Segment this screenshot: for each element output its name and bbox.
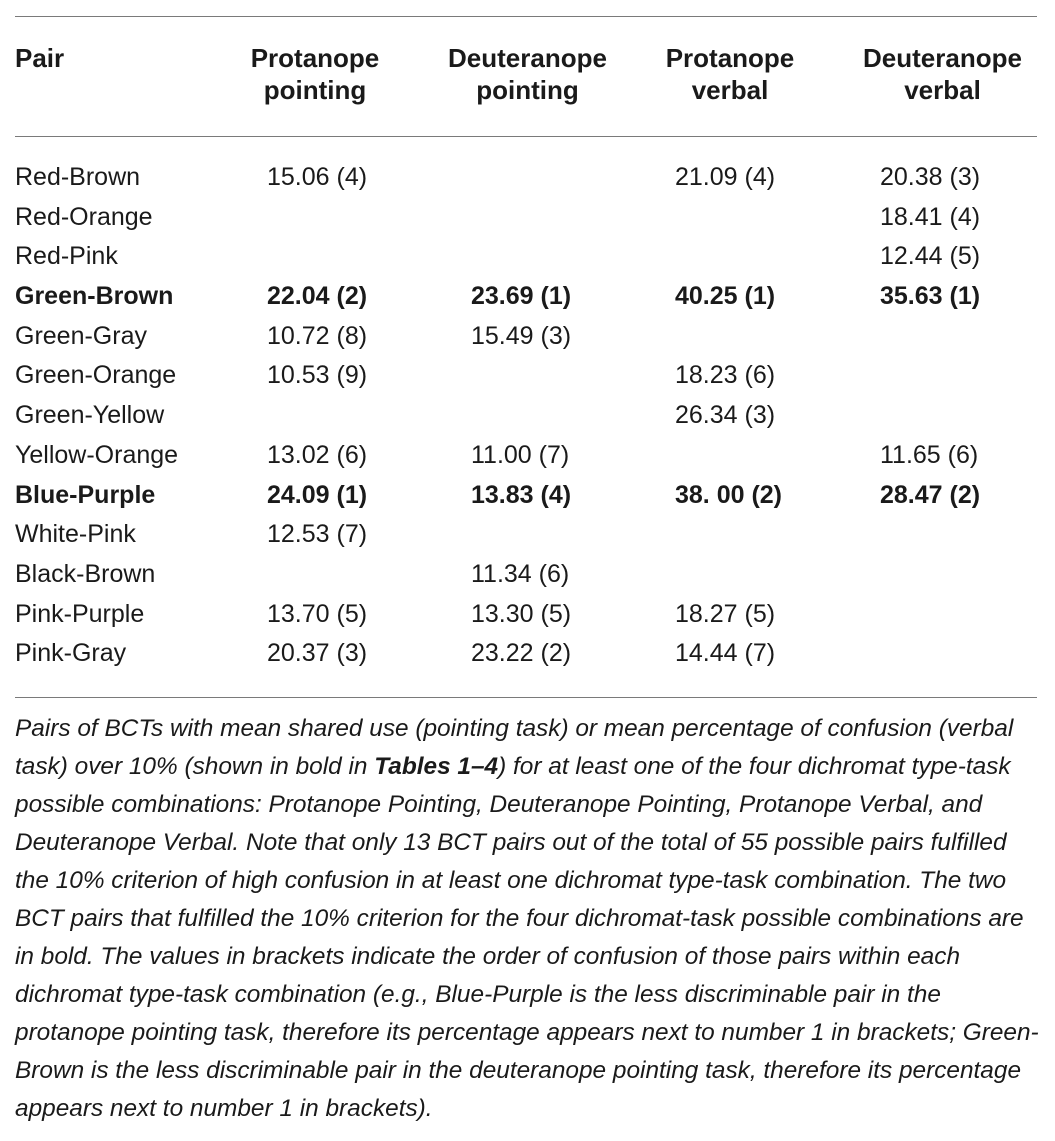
value-cell-v2: 23.69 (1) [471,282,572,311]
value-cell-v2: 13.83 (4) [471,480,572,509]
table-row [0,476,1055,516]
value-cell-v2: 11.00 (7) [471,440,570,469]
pair-name-cell: Green-Gray [15,321,147,350]
value-cell-v3: 40.25 (1) [675,282,776,311]
value-cell-v1: 12.53 (7) [267,520,368,549]
table-row [0,595,1055,635]
pair-name-cell: Black-Brown [15,559,156,588]
pair-name-cell: Red-Brown [15,163,141,191]
pair-name-cell: Blue-Purple [15,480,156,509]
pair-name-cell: Red-Pink [15,242,118,271]
pair-name-cell: Pink-Purple [15,599,145,628]
table-row [0,198,1055,238]
header-deuteranope-pointing: Deuteranope pointing [448,43,607,105]
value-cell-v3: 38. 00 (2) [675,480,783,509]
value-cell-v1: 13.02 (6) [267,440,368,469]
value-cell-v4: 11.65 (6) [880,440,979,469]
pair-name-cell: Pink-Gray [15,639,127,668]
pair-name-cell: Green-Brown [15,282,174,311]
table-row [0,515,1055,555]
table-row [0,396,1055,436]
header-protanope-pointing: Protanope pointing [250,43,380,105]
table-row [0,436,1055,476]
value-cell-v2: 11.34 (6) [471,559,570,588]
header-pair: Pair [15,43,65,73]
value-cell-v1: 13.70 (5) [267,599,368,628]
footnote-part1: Pairs of BCTs with mean shared use (pointing task) or mean percentage of confusion (verbal task) over 10% (shown in bold in [15,715,1014,780]
table-row [0,277,1055,317]
value-cell-v1: 22.04 (2) [267,282,368,311]
value-cell-v2: 23.22 (2) [471,639,572,668]
table-row [0,634,1055,674]
pair-name-cell: Green-Orange [15,361,177,390]
value-cell-v4: 20.38 (3) [880,163,981,191]
pair-name-cell: White-Pink [15,520,136,549]
value-cell-v4: 28.47 (2) [880,480,981,509]
value-cell-v2: 13.30 (5) [471,599,572,628]
value-cell-v4: 12.44 (5) [880,242,981,271]
footnote-part2: ) for at least one of the four dichromat type-task possible combinations: Protanope Pointing, Deuteranope Pointing, Protanope Verbal, and Deuteranope Verbal. Note that only 13 BCT pairs out of the total of 55 possible pairs fulfilled the 10% criterion of high confusion in at least one dichromat type-task combination. The two BCT pairs that fulfilled the 10% criterion for the four dichromat-task possible combinations are in bold. The values in brackets indicate the order of confusion of those pairs within each dichromat type-task combination (e.g., Blue-Purple is the less discriminable pair in the protanope pointing task, therefore its percentage appears next to number 1 in brackets; Green-Brown is the less discriminable pair in the deuteranope pointing task, therefore its percentage appears next to number 1 in brackets). [15,753,1039,1122]
value-cell-v1: 10.53 (9) [267,361,368,390]
table-row [0,158,1055,198]
table-header-rule [15,136,1037,137]
pair-name-cell: Yellow-Orange [15,440,179,469]
table-row [0,237,1055,277]
value-cell-v3: 18.27 (5) [675,599,776,628]
footnote-tables-ref: Tables 1–4 [374,753,499,780]
value-cell-v3: 21.09 (4) [675,163,776,191]
value-cell-v1: 15.06 (4) [267,163,368,191]
value-cell-v3: 26.34 (3) [675,401,776,430]
table-footnote [15,710,1040,1128]
value-cell-v4: 35.63 (1) [880,282,981,311]
value-cell-v4: 18.41 (4) [880,202,981,231]
header-deuteranope-verbal: Deuteranope verbal [863,43,1022,105]
table-row [0,356,1055,396]
table-row [0,317,1055,357]
pair-name-cell: Red-Orange [15,202,153,231]
value-cell-v3: 14.44 (7) [675,639,776,668]
table-row [0,555,1055,595]
value-cell-v2: 15.49 (3) [471,321,572,350]
value-cell-v1: 20.37 (3) [267,639,368,668]
value-cell-v1: 10.72 (8) [267,321,368,350]
pair-name-cell: Green-Yellow [15,401,165,430]
table-bottom-rule [15,697,1037,698]
table-top-rule [15,16,1037,17]
table-body [0,158,1055,674]
header-protanope-verbal: Protanope verbal [665,43,795,105]
value-cell-v3: 18.23 (6) [675,361,776,390]
value-cell-v1: 24.09 (1) [267,480,368,509]
